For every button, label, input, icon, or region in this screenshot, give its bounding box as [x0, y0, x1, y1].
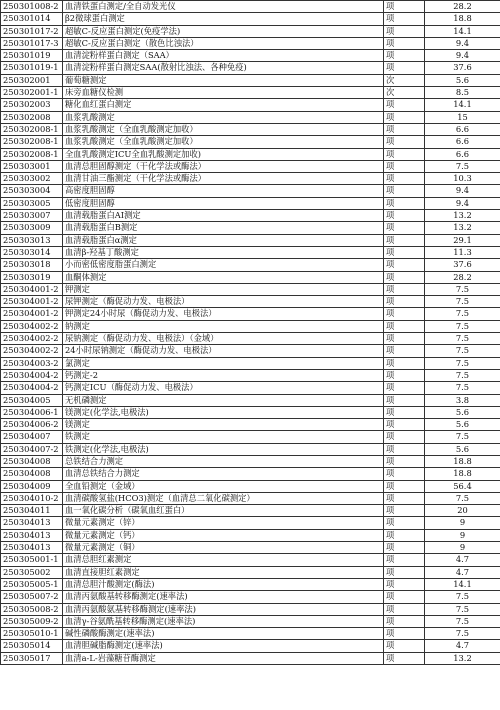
- table-row: [1, 62, 500, 74]
- item-unit-cell: 项: [384, 480, 425, 492]
- table-row: [1, 394, 500, 406]
- table-row: [1, 517, 500, 529]
- item-price-cell: 11.3: [425, 246, 500, 258]
- table-row: [1, 111, 500, 123]
- table-row: [1, 640, 500, 652]
- item-price-cell: 29.1: [425, 234, 500, 246]
- table-row: [1, 160, 500, 172]
- item-code-cell: 250303007: [1, 210, 63, 222]
- item-name-cell: 低密度胆固醇: [63, 197, 384, 209]
- item-name-cell: 血清载脂蛋白B测定: [63, 222, 384, 234]
- item-name-cell: 血酮体测定: [63, 271, 384, 283]
- item-price-cell: 7.5: [425, 369, 500, 381]
- item-code-cell: 250304004-2: [1, 369, 63, 381]
- table-row: [1, 210, 500, 222]
- item-code-cell: 250304001-2: [1, 296, 63, 308]
- item-name-cell: 钾测定24小时尿（酶促动力发、电极法）: [63, 308, 384, 320]
- table-row: [1, 222, 500, 234]
- item-price-cell: 7.5: [425, 382, 500, 394]
- item-code-cell: 250304008: [1, 468, 63, 480]
- table-row: [1, 578, 500, 590]
- item-name-cell: 血清总胆固醇测定（干化学法或酶法）: [63, 160, 384, 172]
- table-row: [1, 87, 500, 99]
- item-price-cell: 13.2: [425, 210, 500, 222]
- table-row: [1, 382, 500, 394]
- item-code-cell: 250301019-1: [1, 62, 63, 74]
- item-name-cell: 血清碳酸氢盐(HCO3)测定（血清总二氧化碳测定）: [63, 492, 384, 504]
- item-unit-cell: 项: [384, 419, 425, 431]
- item-price-cell: 18.8: [425, 468, 500, 480]
- item-price-cell: 7.5: [425, 492, 500, 504]
- item-code-cell: 250304013: [1, 517, 63, 529]
- item-unit-cell: 项: [384, 13, 425, 25]
- item-code-cell: 250303001: [1, 160, 63, 172]
- table-row: [1, 542, 500, 554]
- item-unit-cell: 项: [384, 111, 425, 123]
- item-name-cell: 微量元素测定（铜）: [63, 542, 384, 554]
- item-unit-cell: 项: [384, 529, 425, 541]
- item-code-cell: 250303014: [1, 246, 63, 258]
- item-code-cell: 250304013: [1, 542, 63, 554]
- item-unit-cell: 项: [384, 578, 425, 590]
- item-price-cell: 20: [425, 505, 500, 517]
- item-unit-cell: 项: [384, 443, 425, 455]
- item-code-cell: 250304007-2: [1, 443, 63, 455]
- fee-table-body: [1, 1, 500, 665]
- table-row: [1, 628, 500, 640]
- item-unit-cell: 项: [384, 345, 425, 357]
- item-code-cell: 250304004-2: [1, 382, 63, 394]
- table-row: [1, 259, 500, 271]
- item-price-cell: 14.1: [425, 99, 500, 111]
- table-row: [1, 603, 500, 615]
- table-row: [1, 296, 500, 308]
- table-row: [1, 13, 500, 25]
- table-row: [1, 185, 500, 197]
- item-unit-cell: 项: [384, 160, 425, 172]
- item-name-cell: 无机磷测定: [63, 394, 384, 406]
- table-row: [1, 99, 500, 111]
- item-code-cell: 250305010-1: [1, 628, 63, 640]
- item-name-cell: 尿钠测定（酶促动力发、电极法）（金域）: [63, 333, 384, 345]
- table-row: [1, 320, 500, 332]
- item-price-cell: 7.5: [425, 345, 500, 357]
- item-price-cell: 5.6: [425, 419, 500, 431]
- item-code-cell: 250302003: [1, 99, 63, 111]
- item-unit-cell: 项: [384, 628, 425, 640]
- item-name-cell: 超敏C-反应蛋白测定(免疫学法): [63, 25, 384, 37]
- item-name-cell: 铁测定: [63, 431, 384, 443]
- item-unit-cell: 项: [384, 406, 425, 418]
- item-code-cell: 250303013: [1, 234, 63, 246]
- item-unit-cell: 项: [384, 357, 425, 369]
- table-row: [1, 197, 500, 209]
- table-row: [1, 308, 500, 320]
- table-row: [1, 505, 500, 517]
- item-name-cell: 全血乳酸测定ICU全血乳酸测定加收): [63, 148, 384, 160]
- item-name-cell: 全血铅测定（金域）: [63, 480, 384, 492]
- item-code-cell: 250301008-2: [1, 1, 63, 13]
- item-code-cell: 250304002-2: [1, 345, 63, 357]
- item-code-cell: 250304010-2: [1, 492, 63, 504]
- table-row: [1, 455, 500, 467]
- item-price-cell: 7.5: [425, 283, 500, 295]
- item-name-cell: 钾测定: [63, 283, 384, 295]
- item-unit-cell: 项: [384, 222, 425, 234]
- item-unit-cell: 项: [384, 517, 425, 529]
- item-unit-cell: 项: [384, 431, 425, 443]
- item-name-cell: 血清a-L-岩藻糖苷酶测定: [63, 652, 384, 664]
- item-unit-cell: 项: [384, 320, 425, 332]
- table-row: [1, 615, 500, 627]
- item-code-cell: 250302008-1: [1, 123, 63, 135]
- table-row: [1, 74, 500, 86]
- item-name-cell: 血清γ-谷氨酰基转移酶测定(速率法): [63, 615, 384, 627]
- item-name-cell: 床旁血糖仪检测: [63, 87, 384, 99]
- item-name-cell: 血浆乳酸测定: [63, 111, 384, 123]
- item-name-cell: 氯测定: [63, 357, 384, 369]
- item-unit-cell: 次: [384, 74, 425, 86]
- item-price-cell: 28.2: [425, 271, 500, 283]
- item-name-cell: 血浆乳酸测定（全血乳酸测定加收）: [63, 123, 384, 135]
- item-code-cell: 250301019: [1, 50, 63, 62]
- item-unit-cell: 项: [384, 259, 425, 271]
- item-code-cell: 250304003-2: [1, 357, 63, 369]
- item-code-cell: 250301017-2: [1, 25, 63, 37]
- item-name-cell: 微量元素测定（钙）: [63, 529, 384, 541]
- table-row: [1, 123, 500, 135]
- item-name-cell: 血清丙氨酸氨基转移酶测定(速率法): [63, 603, 384, 615]
- item-code-cell: 250303018: [1, 259, 63, 271]
- item-unit-cell: 项: [384, 37, 425, 49]
- item-name-cell: 小而密低密度脂蛋白测定: [63, 259, 384, 271]
- item-name-cell: 铁测定(化学法,电极法): [63, 443, 384, 455]
- table-row: [1, 271, 500, 283]
- item-name-cell: 血浆乳酸测定（全血乳酸测定加收）: [63, 136, 384, 148]
- item-name-cell: 镁测定(化学法,电极法): [63, 406, 384, 418]
- item-price-cell: 4.7: [425, 640, 500, 652]
- table-row: [1, 529, 500, 541]
- table-row: [1, 554, 500, 566]
- item-code-cell: 250304001-2: [1, 283, 63, 295]
- item-price-cell: 9: [425, 542, 500, 554]
- item-name-cell: 24小时尿钠测定（酶促动力发、电极法）: [63, 345, 384, 357]
- item-price-cell: 4.7: [425, 566, 500, 578]
- item-price-cell: 15: [425, 111, 500, 123]
- item-code-cell: 250304001-2: [1, 308, 63, 320]
- item-name-cell: 血清胆碱脂酶测定(速率法): [63, 640, 384, 652]
- item-code-cell: 250302001-1: [1, 87, 63, 99]
- item-unit-cell: 项: [384, 185, 425, 197]
- item-price-cell: 6.6: [425, 136, 500, 148]
- item-price-cell: 37.6: [425, 259, 500, 271]
- item-unit-cell: 项: [384, 394, 425, 406]
- item-price-cell: 5.6: [425, 443, 500, 455]
- item-price-cell: 7.5: [425, 333, 500, 345]
- table-row: [1, 492, 500, 504]
- item-price-cell: 7.5: [425, 308, 500, 320]
- table-row: [1, 136, 500, 148]
- item-unit-cell: 项: [384, 246, 425, 258]
- item-code-cell: 250303009: [1, 222, 63, 234]
- item-unit-cell: 项: [384, 455, 425, 467]
- item-price-cell: 56.4: [425, 480, 500, 492]
- item-name-cell: 微量元素测定（锌）: [63, 517, 384, 529]
- table-row: [1, 652, 500, 664]
- item-name-cell: 尿钾测定（酶促动力发、电极法）: [63, 296, 384, 308]
- item-price-cell: 9.4: [425, 50, 500, 62]
- table-row: [1, 173, 500, 185]
- item-price-cell: 18.8: [425, 13, 500, 25]
- item-price-cell: 14.1: [425, 578, 500, 590]
- table-row: [1, 333, 500, 345]
- item-name-cell: 血清总胆汁酸测定(酶法): [63, 578, 384, 590]
- item-price-cell: 5.6: [425, 74, 500, 86]
- item-code-cell: 250305017: [1, 652, 63, 664]
- item-name-cell: 血清淀粉样蛋白测定SAA(散射比浊法、各种免疫): [63, 62, 384, 74]
- item-price-cell: 13.2: [425, 222, 500, 234]
- table-row: [1, 431, 500, 443]
- item-unit-cell: 项: [384, 652, 425, 664]
- item-code-cell: 250302001: [1, 74, 63, 86]
- item-unit-cell: 项: [384, 99, 425, 111]
- item-name-cell: 血清β-羟基丁酸测定: [63, 246, 384, 258]
- item-unit-cell: 项: [384, 382, 425, 394]
- item-code-cell: 250305009-2: [1, 615, 63, 627]
- item-price-cell: 4.7: [425, 554, 500, 566]
- item-price-cell: 9.4: [425, 185, 500, 197]
- item-price-cell: 7.5: [425, 591, 500, 603]
- table-row: [1, 246, 500, 258]
- table-row: [1, 357, 500, 369]
- item-name-cell: 钙测定-2: [63, 369, 384, 381]
- item-unit-cell: 项: [384, 234, 425, 246]
- item-name-cell: 碱性磷酸酶测定(速率法): [63, 628, 384, 640]
- item-code-cell: 250305002: [1, 566, 63, 578]
- item-unit-cell: 项: [384, 542, 425, 554]
- item-price-cell: 8.5: [425, 87, 500, 99]
- item-code-cell: 250302008-1: [1, 148, 63, 160]
- item-code-cell: 250303005: [1, 197, 63, 209]
- item-unit-cell: 次: [384, 87, 425, 99]
- item-name-cell: 超敏C-反应蛋白测定（散色比浊法）: [63, 37, 384, 49]
- item-code-cell: 250302008-1: [1, 136, 63, 148]
- item-code-cell: 250301017-3: [1, 37, 63, 49]
- item-name-cell: 镁测定: [63, 419, 384, 431]
- item-code-cell: 250304006-1: [1, 406, 63, 418]
- item-price-cell: 7.5: [425, 296, 500, 308]
- item-name-cell: 高密度胆固醇: [63, 185, 384, 197]
- item-price-cell: 9.4: [425, 197, 500, 209]
- item-price-cell: 6.6: [425, 123, 500, 135]
- item-code-cell: 250305008-2: [1, 603, 63, 615]
- item-price-cell: 10.3: [425, 173, 500, 185]
- item-price-cell: 7.5: [425, 160, 500, 172]
- item-price-cell: 6.6: [425, 148, 500, 160]
- item-unit-cell: 项: [384, 296, 425, 308]
- table-row: [1, 25, 500, 37]
- item-unit-cell: 项: [384, 492, 425, 504]
- item-unit-cell: 项: [384, 566, 425, 578]
- item-name-cell: 血一氧化碳分析（碳氧血红蛋白）: [63, 505, 384, 517]
- item-price-cell: 9.4: [425, 37, 500, 49]
- table-row: [1, 283, 500, 295]
- item-name-cell: 血清铁蛋白测定/全自动发光仪: [63, 1, 384, 13]
- table-row: [1, 419, 500, 431]
- item-code-cell: 250304006-2: [1, 419, 63, 431]
- item-unit-cell: 项: [384, 603, 425, 615]
- item-unit-cell: 项: [384, 50, 425, 62]
- item-code-cell: 250305014: [1, 640, 63, 652]
- item-price-cell: 14.1: [425, 25, 500, 37]
- item-name-cell: 血清淀粉样蛋白测定（SAA）: [63, 50, 384, 62]
- table-row: [1, 148, 500, 160]
- item-price-cell: 7.5: [425, 603, 500, 615]
- item-unit-cell: 项: [384, 554, 425, 566]
- item-name-cell: 糖化血红蛋白测定: [63, 99, 384, 111]
- item-unit-cell: 项: [384, 1, 425, 13]
- item-unit-cell: 项: [384, 468, 425, 480]
- item-price-cell: 7.5: [425, 431, 500, 443]
- item-unit-cell: 项: [384, 25, 425, 37]
- item-unit-cell: 项: [384, 308, 425, 320]
- item-price-cell: 37.6: [425, 62, 500, 74]
- item-unit-cell: 项: [384, 505, 425, 517]
- item-price-cell: 7.5: [425, 628, 500, 640]
- table-row: [1, 1, 500, 13]
- item-code-cell: 250304005: [1, 394, 63, 406]
- item-code-cell: 250302008: [1, 111, 63, 123]
- item-unit-cell: 项: [384, 173, 425, 185]
- item-name-cell: 血清总胆红素测定: [63, 554, 384, 566]
- item-price-cell: 3.8: [425, 394, 500, 406]
- item-code-cell: 250303019: [1, 271, 63, 283]
- item-name-cell: 血清甘油三酯测定（干化学法或酶法）: [63, 173, 384, 185]
- item-code-cell: 250303004: [1, 185, 63, 197]
- item-unit-cell: 项: [384, 210, 425, 222]
- item-code-cell: 250304009: [1, 480, 63, 492]
- table-row: [1, 406, 500, 418]
- table-row: [1, 50, 500, 62]
- item-unit-cell: 项: [384, 136, 425, 148]
- item-price-cell: 7.5: [425, 320, 500, 332]
- item-unit-cell: 项: [384, 271, 425, 283]
- item-name-cell: 钙测定ICU（酶促动力发、电极法）: [63, 382, 384, 394]
- item-price-cell: 13.2: [425, 652, 500, 664]
- item-name-cell: 血清载脂蛋白α测定: [63, 234, 384, 246]
- item-name-cell: 血清载脂蛋白AI测定: [63, 210, 384, 222]
- item-code-cell: 250304013: [1, 529, 63, 541]
- item-price-cell: 7.5: [425, 357, 500, 369]
- item-unit-cell: 项: [384, 615, 425, 627]
- table-row: [1, 369, 500, 381]
- item-unit-cell: 项: [384, 62, 425, 74]
- item-code-cell: 250305001-1: [1, 554, 63, 566]
- table-row: [1, 591, 500, 603]
- item-price-cell: 7.5: [425, 615, 500, 627]
- table-row: [1, 443, 500, 455]
- item-price-cell: 18.8: [425, 455, 500, 467]
- item-unit-cell: 项: [384, 369, 425, 381]
- item-name-cell: β2微球蛋白测定: [63, 13, 384, 25]
- table-row: [1, 345, 500, 357]
- item-unit-cell: 项: [384, 148, 425, 160]
- item-unit-cell: 项: [384, 333, 425, 345]
- item-price-cell: 5.6: [425, 406, 500, 418]
- table-row: [1, 480, 500, 492]
- item-unit-cell: 项: [384, 283, 425, 295]
- item-unit-cell: 项: [384, 591, 425, 603]
- table-row: [1, 234, 500, 246]
- item-name-cell: 血清直接胆红素测定: [63, 566, 384, 578]
- table-row: [1, 566, 500, 578]
- item-code-cell: 250304008: [1, 455, 63, 467]
- item-name-cell: 血清总铁结合力测定: [63, 468, 384, 480]
- item-code-cell: 250305007-2: [1, 591, 63, 603]
- item-price-cell: 28.2: [425, 1, 500, 13]
- item-name-cell: 钠测定: [63, 320, 384, 332]
- item-code-cell: 250303002: [1, 173, 63, 185]
- item-unit-cell: 项: [384, 197, 425, 209]
- item-unit-cell: 项: [384, 640, 425, 652]
- item-code-cell: 250304002-2: [1, 333, 63, 345]
- item-name-cell: 血清丙氨酸基转移酶测定(速率法): [63, 591, 384, 603]
- item-code-cell: 250301014: [1, 13, 63, 25]
- item-price-cell: 9: [425, 517, 500, 529]
- item-name-cell: 葡萄糖测定: [63, 74, 384, 86]
- item-code-cell: 250304007: [1, 431, 63, 443]
- item-unit-cell: 项: [384, 123, 425, 135]
- table-row: [1, 37, 500, 49]
- item-name-cell: 总铁结合力测定: [63, 455, 384, 467]
- item-code-cell: 250304002-2: [1, 320, 63, 332]
- table-row: [1, 468, 500, 480]
- item-price-cell: 9: [425, 529, 500, 541]
- item-code-cell: 250304011: [1, 505, 63, 517]
- item-code-cell: 250305005-1: [1, 578, 63, 590]
